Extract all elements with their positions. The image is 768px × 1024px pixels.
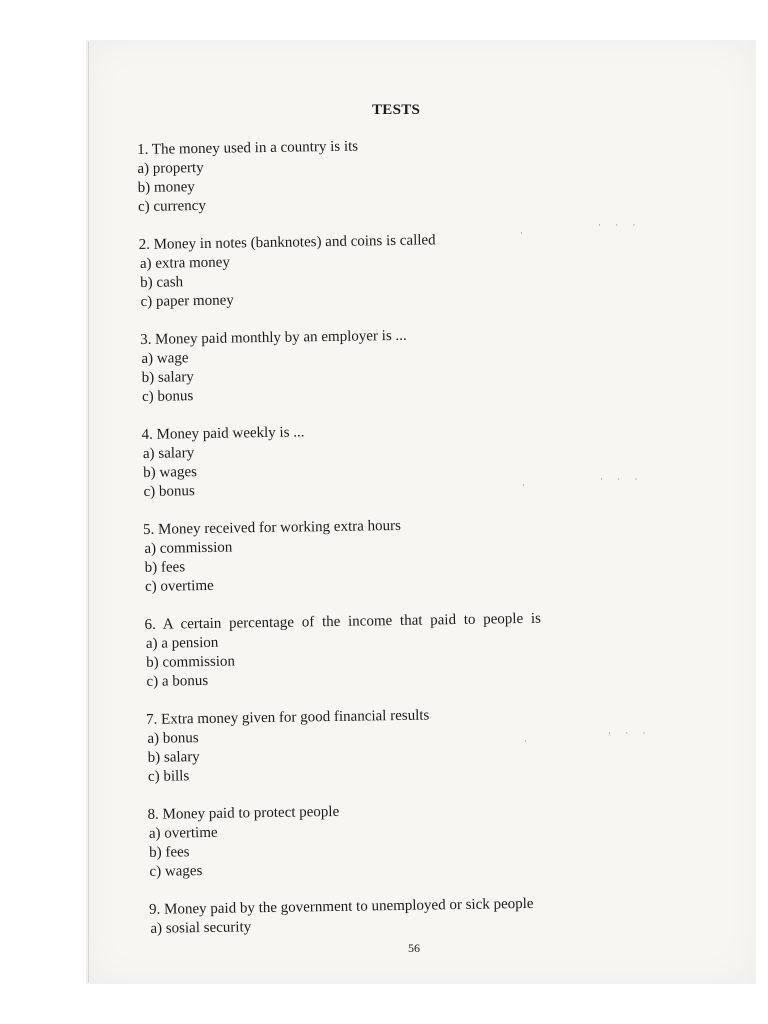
question-1 bbox=[137, 134, 578, 217]
option-a: a) wage bbox=[141, 350, 189, 367]
question-text: 9. Money paid by the government to unemployed or sick people bbox=[148, 895, 534, 918]
question-text: 3. Money paid monthly by an employer is ... bbox=[140, 327, 407, 348]
question-text: 7. Extra money given for good financial results bbox=[145, 707, 430, 728]
option-a: a) a pension bbox=[145, 634, 219, 652]
page-title: TESTS bbox=[372, 102, 421, 118]
question-4 bbox=[141, 419, 582, 502]
question-7 bbox=[146, 704, 587, 787]
question-text: 5. Money received for working extra hours bbox=[142, 517, 402, 538]
option-b: b) salary bbox=[147, 749, 200, 766]
option-c: c) paper money bbox=[140, 292, 234, 310]
scan-speck: · · · bbox=[598, 220, 642, 230]
option-b: b) fees bbox=[144, 559, 186, 576]
scan-speck: · · · bbox=[608, 728, 652, 738]
question-text: 6. A certain percentage of the income that paid to people is bbox=[144, 610, 542, 633]
question-text: 8. Money paid to protect people bbox=[147, 803, 340, 823]
option-b: b) commission bbox=[146, 653, 236, 671]
question-5 bbox=[143, 514, 584, 597]
scan-speck: · bbox=[520, 228, 529, 238]
scan-speck: · bbox=[524, 736, 533, 746]
question-text: 1. The money used in a country is its bbox=[137, 138, 359, 158]
option-c: c) overtime bbox=[144, 577, 214, 595]
question-9 bbox=[149, 894, 590, 939]
question-list bbox=[137, 134, 590, 958]
option-b: b) cash bbox=[140, 274, 184, 291]
option-a: a) commission bbox=[144, 539, 233, 557]
question-3 bbox=[140, 324, 581, 407]
scan-speck: · bbox=[522, 480, 531, 490]
option-b: b) money bbox=[137, 179, 195, 196]
option-a: a) bonus bbox=[147, 730, 199, 747]
page-number: 56 bbox=[408, 941, 420, 955]
option-a: a) property bbox=[137, 159, 204, 177]
option-c: c) bills bbox=[147, 768, 190, 785]
option-a: a) sosial security bbox=[150, 919, 252, 937]
scan-speck: · · · bbox=[600, 474, 644, 484]
option-c: c) bonus bbox=[141, 388, 194, 405]
question-text: 2. Money in notes (banknotes) and coins is called bbox=[138, 232, 436, 253]
option-b: b) fees bbox=[149, 844, 190, 861]
option-c: c) a bonus bbox=[146, 672, 209, 690]
option-c: c) wages bbox=[149, 863, 203, 880]
option-c: c) bonus bbox=[143, 483, 195, 500]
option-b: b) wages bbox=[143, 464, 198, 481]
page-edge-line bbox=[88, 42, 89, 982]
question-6 bbox=[144, 609, 585, 692]
option-c: c) currency bbox=[137, 197, 207, 215]
question-2 bbox=[138, 229, 579, 312]
question-8 bbox=[147, 799, 588, 882]
option-a: a) overtime bbox=[148, 824, 218, 842]
option-a: a) salary bbox=[142, 445, 195, 462]
option-b: b) salary bbox=[141, 369, 194, 386]
option-a: a) extra money bbox=[139, 254, 231, 272]
question-text: 4. Money paid weekly is ... bbox=[141, 424, 305, 443]
